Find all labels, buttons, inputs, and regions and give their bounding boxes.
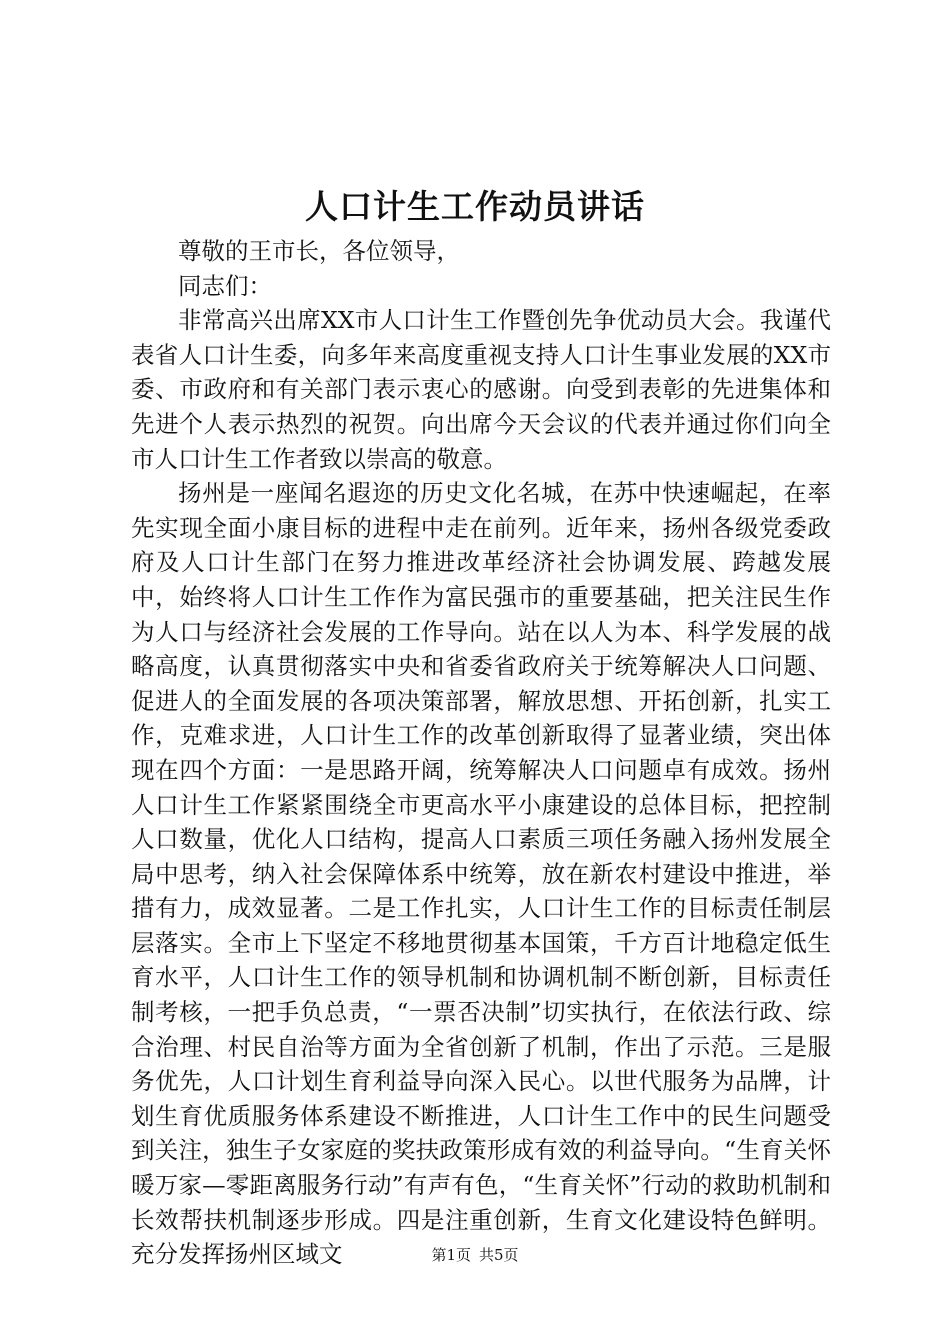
salutation-line-2: 同志们： (178, 271, 272, 300)
page-number-current: 第1页 (431, 1246, 471, 1264)
salutation-line-1: 尊敬的王市长，各位领导， (178, 237, 460, 265)
document-body (131, 234, 831, 1272)
page-number-total: 共5页 (479, 1246, 519, 1264)
body-paragraph-2: 扬州是一座闻名遐迩的历史文化名城，在苏中快速崛起，在率先实现全面小康目标的进程中走在前列。近年来，扬州各级党委政府及人口计生部门在努力推进改革经济社会协调发展、跨越发展中，始终将人口计生工作作为富民强市的重要基础，把关注民生作为人口与经济社会发展的工作导向。站在以人为本、科学发展的战略高度，认真贯彻落实中央和省委省政府关于统筹解决人口问题、促进人的全面发展的各项决策部署，解放思想、开拓创新，扎实工作，克难求进，人口计生工作的改革创新取得了显著业绩，突出体现在四个方面：一是思路开阔，统筹解决人口问题卓有成效。扬州人口计生工作紧紧围绕全市更高水平小康建设的总体目标，把控制人口数量，优化人口结构，提高人口素质三项任务融入扬州发展全局中思考，纳入社会保障体系中统筹，放在新农村建设中推进，举措有力，成效显著。二是工作扎实，人口计生工作的目标责任制层层落实。全市上下坚定不移地贯彻基本国策，千方百计地稳定低生育水平，人口计生工作的领导机制和协调机制不断创新，目标责任制考核，一把手负总责，“一票否决制”切实执行，在依法行政、综合治理、村民自治等方面为全省创新了机制，作出了示范。三是服务优先，人口计划生育利益导向深入民心。以世代服务为品牌，计划生育优质服务体系建设不断推进，人口计生工作中的民生问题受到关注，独生子女家庭的奖扶政策形成有效的利益导向。“生育关怀暖万家—零距离服务行动”有声有色，“生育关怀”行动的救助机制和长效帮扶机制逐步形成。四是注重创新，生育文化建设特色鲜明。充分发挥扬州区域文 (131, 479, 831, 1269)
page-footer (0, 1244, 950, 1266)
document-title: 人口计生工作动员讲话 (305, 187, 645, 226)
body-paragraph-1: 非常高兴出席XX市人口计生工作暨创先争优动员大会。我谨代表省人口计生委，向多年来高度重视支持人口计生事业发展的XX市委、市政府和有关部门表示衷心的感谢。向受到表彰的先进集体和先进个人表示热烈的祝贺。向出席今天会议的代表并通过你们向全市人口计生工作者致以崇高的敬意。 (131, 306, 831, 473)
